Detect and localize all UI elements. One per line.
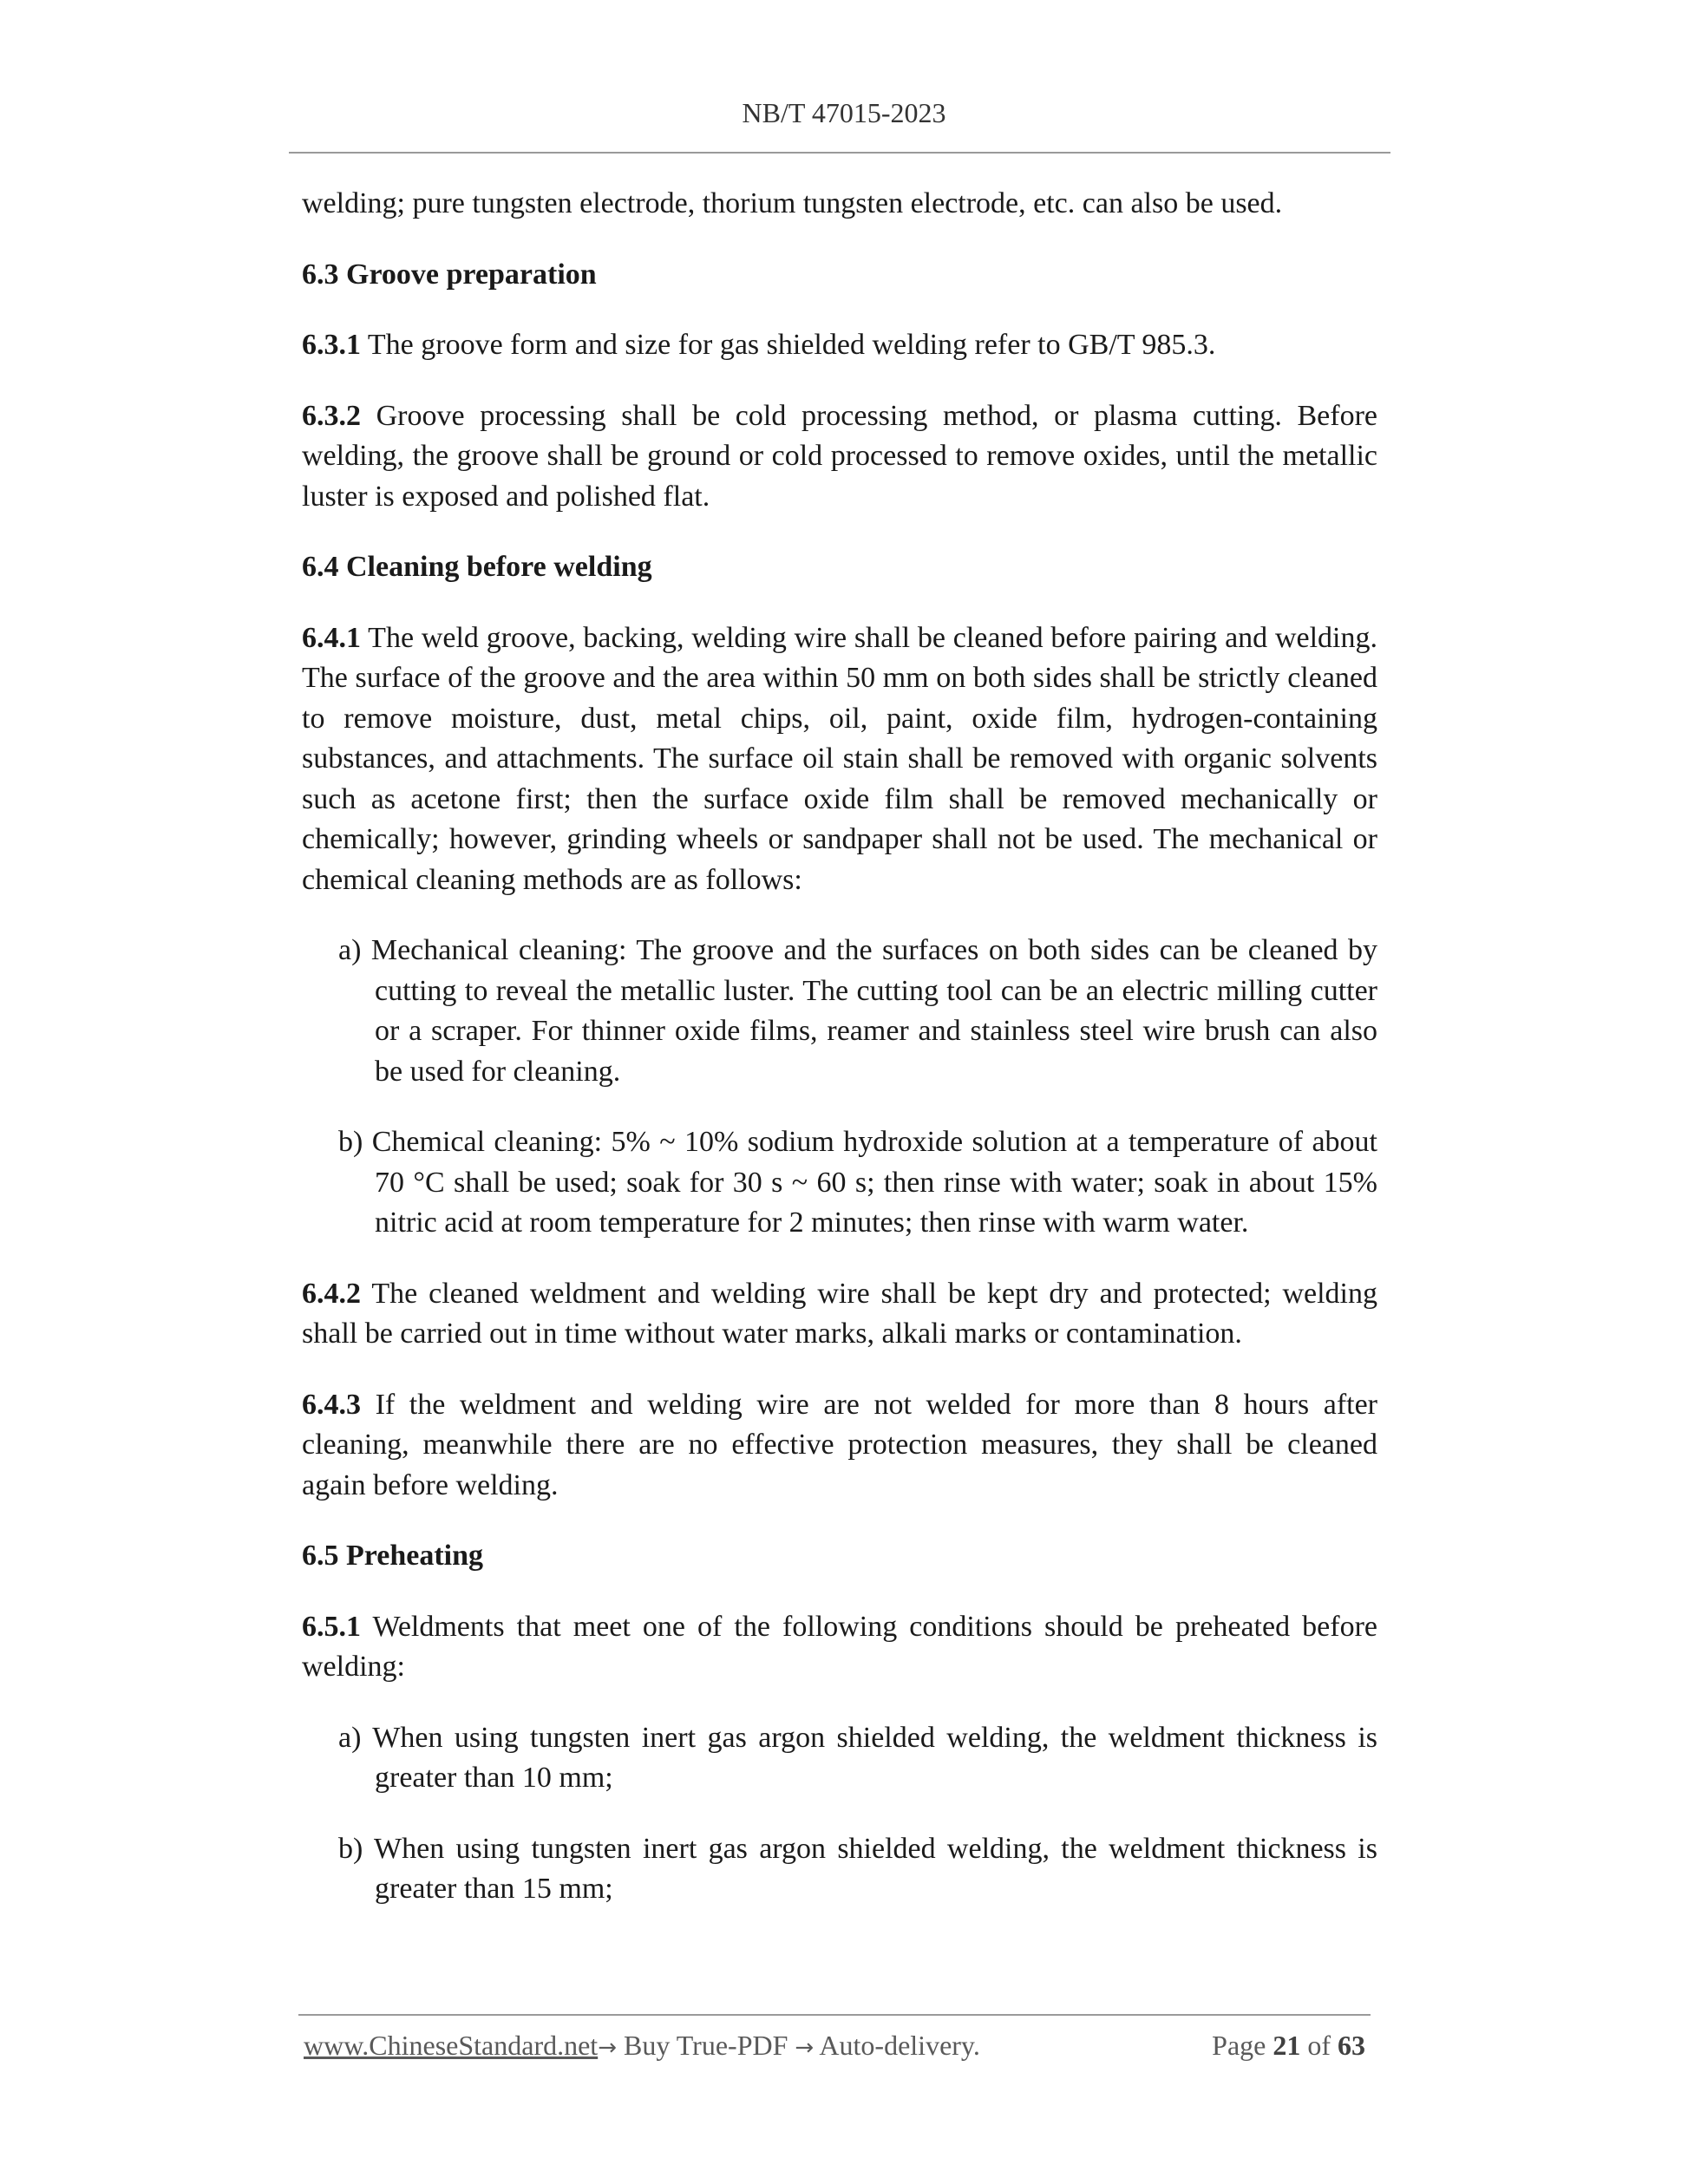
paragraph-6-4-1 (302, 618, 1377, 901)
buy-true-pdf-text: Buy True-PDF (616, 2030, 795, 2061)
paragraph-6-3-2 (302, 396, 1377, 518)
arrow-right-icon: → (598, 2035, 617, 2061)
total-pages-number: 63 (1338, 2030, 1365, 2061)
list-item-6-5-1-a: a) When using tungsten inert gas argon shielded welding, the weldment thickness is greater than 10 mm; (338, 1721, 1377, 1794)
current-page-number: 21 (1273, 2030, 1301, 2061)
paragraph-6-5-1 (302, 1607, 1377, 1688)
paragraph-6-4-3 (302, 1385, 1377, 1507)
auto-delivery-text: Auto-delivery. (814, 2030, 980, 2061)
clause-number: 6.3.2 (302, 399, 361, 432)
list-item-6-4-1-b: b) Chemical cleaning: 5% ~ 10% sodium hydroxide solution at a temperature of about 70 °C shall be used; soak for 30 s ~ 60 s; then rinse with water; soak in about 15% nitric acid at room temperature for 2 minutes; then rinse with warm water. (338, 1126, 1377, 1239)
website-link[interactable]: www.ChineseStandard.net (304, 2030, 599, 2061)
heading-6-5: 6.5 Preheating (302, 1540, 484, 1572)
page-footer (304, 2030, 1371, 2068)
header-title: NB/T 47015-2023 (742, 97, 946, 128)
clause-number: 6.5.1 (302, 1610, 361, 1643)
heading-6-3: 6.3 Groove preparation (302, 258, 597, 291)
clause-text: If the weldment and welding wire are not welded for more than 8 hours after cleaning, meanwhile there are no effective protection measures, they shall be cleaned again before welding. (302, 1388, 1377, 1501)
paragraph-intro: welding; pure tungsten electrode, thorium tungsten electrode, etc. can also be used. (302, 187, 1283, 219)
clause-number: 6.4.1 (302, 621, 361, 654)
clause-number: 6.4.2 (302, 1277, 361, 1310)
footer-divider (298, 2014, 1371, 2016)
clause-text: The cleaned weldment and welding wire shall be kept dry and protected; welding shall be carried out in time without water marks, alkali marks or contamination. (302, 1277, 1377, 1350)
of-label: of (1300, 2030, 1338, 2061)
clause-text: The groove form and size for gas shielded welding refer to GB/T 985.3. (361, 329, 1216, 361)
clause-text: Groove processing shall be cold processing method, or plasma cutting. Before welding, the groove shall be ground or cold processed to remove oxides, until the metallic luster is exposed and polished flat. (302, 399, 1377, 513)
header-divider (289, 152, 1390, 154)
page-counter (1212, 2030, 1365, 2062)
paragraph-6-3-1 (302, 325, 1377, 366)
arrow-right-icon: → (795, 2035, 815, 2061)
clause-text: Weldments that meet one of the following conditions should be preheated before welding: (302, 1610, 1377, 1683)
paragraph-6-4-2 (302, 1274, 1377, 1355)
footer-promo (304, 2030, 980, 2062)
clause-number: 6.4.3 (302, 1388, 361, 1421)
list-item-6-5-1-b: b) When using tungsten inert gas argon shielded welding, the weldment thickness is greater than 15 mm; (338, 1832, 1377, 1905)
heading-6-4: 6.4 Cleaning before welding (302, 551, 652, 583)
page-content (302, 184, 1377, 1940)
list-item-6-4-1-a: a) Mechanical cleaning: The groove and the surfaces on both sides can be cleaned by cutting to reveal the metallic luster. The cutting tool can be an electric milling cutter or a scraper. For thinner oxide films, reamer and stainless steel wire brush can also be used for cleaning. (338, 934, 1377, 1088)
page-label: Page (1212, 2030, 1273, 2061)
clause-text: The weld groove, backing, welding wire shall be cleaned before pairing and welding. The surface of the groove and the area within 50 mm on both sides shall be strictly cleaned to remove moisture, dust, metal chips, oil, paint, oxide film, hydrogen-containing substances, and attachments. The surface oil stain shall be removed with organic solvents such as acetone first; then the surface oxide film shall be removed mechanically or chemically; however, grinding wheels or sandpaper shall not be used. The mechanical or chemical cleaning methods are as follows: (302, 621, 1377, 896)
clause-number: 6.3.1 (302, 329, 361, 361)
